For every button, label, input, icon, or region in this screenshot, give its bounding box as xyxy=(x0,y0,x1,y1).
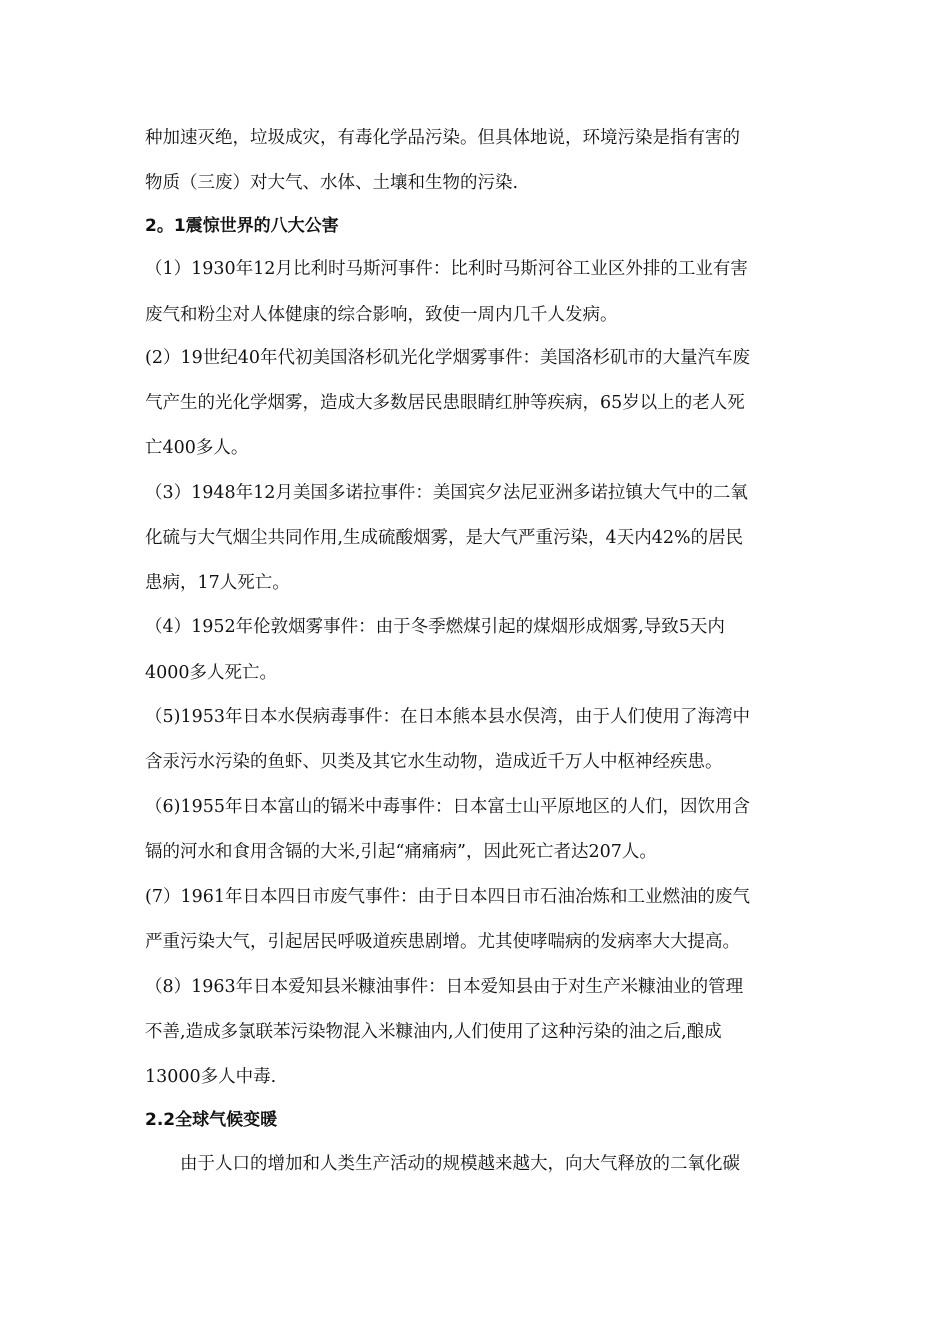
text-line: 严重污染大气，引起居民呼吸道疾患剧增。尤其使哮喘病的发病率大大提高。 xyxy=(145,932,740,952)
text-line: 患病，17人死亡。 xyxy=(145,573,290,593)
text-line: 镉的河水和食用含镉的大米,引起“痛痛病”，因此死亡者达207人。 xyxy=(145,842,657,862)
text-line: 种加速灭绝，垃圾成灾，有毒化学品污染。但具体地说，环境污染是指有害的 xyxy=(145,128,740,148)
text-line: 亡400多人。 xyxy=(145,438,249,458)
text-line: （3）1948年12月美国多诺拉事件：美国宾夕法尼亚洲多诺拉镇大气中的二氧 xyxy=(145,483,748,503)
text-line: 化硫与大气烟尘共同作用,生成硫酸烟雾，是大气严重污染，4天内42%的居民 xyxy=(145,528,744,548)
text-line: （6)1955年日本富山的镉米中毒事件：日本富士山平原地区的人们，因饮用含 xyxy=(145,797,750,817)
text-line: 4000多人死亡。 xyxy=(145,663,278,683)
section-heading: 2。1震惊世界的八大公害 xyxy=(145,216,339,236)
text-line: （5)1953年日本水俣病毒事件：在日本熊本县水俣湾，由于人们使用了海湾中 xyxy=(145,707,750,727)
text-line: 废气和粉尘对人体健康的综合影响，致使一周内几千人发病。 xyxy=(145,305,618,325)
text-line: (7）1961年日本四日市废气事件：由于日本四日市石油冶炼和工业燃油的废气 xyxy=(145,887,750,907)
text-line: （4）1952年伦敦烟雾事件：由于冬季燃煤引起的煤烟形成烟雾,导致5天内 xyxy=(145,617,725,637)
text-line: 气产生的光化学烟雾，造成大多数居民患眼睛红肿等疾病，65岁以上的老人死 xyxy=(145,393,745,413)
section-heading: 2.2全球气候变暖 xyxy=(145,1110,278,1130)
text-line: 物质（三废）对大气、水体、土壤和生物的污染. xyxy=(145,173,519,193)
text-line: (2）19世纪40年代初美国洛杉矶光化学烟雾事件：美国洛杉矶市的大量汽车废 xyxy=(145,348,750,368)
text-line: （1）1930年12月比利时马斯河事件：比利时马斯河谷工业区外排的工业有害 xyxy=(145,259,748,279)
text-line: 不善,造成多氯联苯污染物混入米糠油内,人们使用了这种污染的油之后,酿成 xyxy=(145,1022,722,1042)
text-line: （8）1963年日本爱知县米糠油事件：日本爱知县由于对生产米糠油业的管理 xyxy=(145,977,744,997)
text-line: 13000多人中毒. xyxy=(145,1067,277,1087)
text-line: 由于人口的增加和人类生产活动的规模越来越大，向大气释放的二氧化碳 xyxy=(180,1154,740,1174)
text-line: 含汞污水污染的鱼虾、贝类及其它水生动物，造成近千万人中枢神经疾患。 xyxy=(145,752,723,772)
